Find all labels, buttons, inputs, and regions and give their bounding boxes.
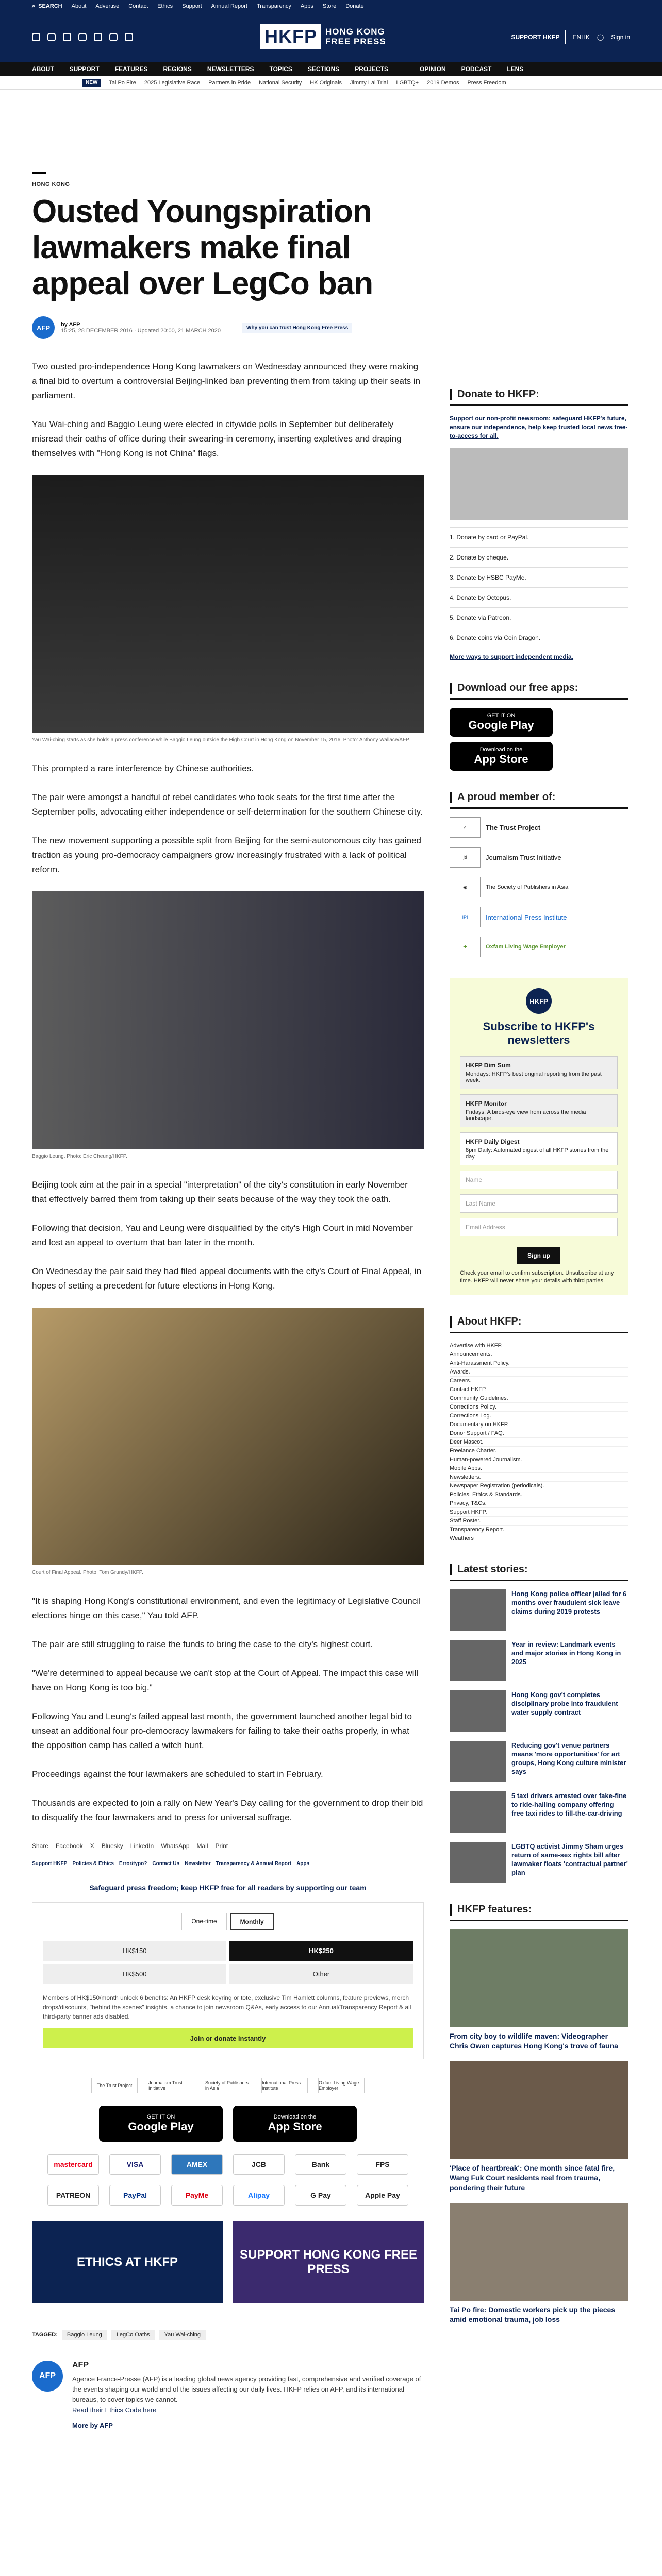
tab-one-time[interactable]: One-time <box>181 1913 226 1930</box>
author-box-name[interactable]: AFP <box>72 2361 89 2369</box>
promo-banners <box>32 2221 424 2303</box>
member-org[interactable]: ✓ The Trust Project <box>450 817 628 838</box>
paragraph: Following that decision, Yau and Leung were disqualified by the city's High Court in mid November and lost an appeal to overturn that ban later in the month. <box>32 1223 413 1247</box>
social-links <box>32 33 133 41</box>
feature-image <box>450 1929 628 2027</box>
oxfam-badge[interactable]: Oxfam Living Wage Employer <box>318 2078 365 2093</box>
latest-story[interactable]: Year in review: Landmark events and major stories in Hong Kong in 2025 <box>450 1640 628 1681</box>
tagged-label: TAGGED: <box>32 2332 58 2338</box>
paypal-icon: PayPal <box>109 2185 161 2206</box>
tag[interactable]: LegCo Oaths <box>111 2330 155 2340</box>
patreon-icon: PATREON <box>47 2185 99 2206</box>
trending-link[interactable]: Partners in Pride <box>208 79 251 86</box>
paragraph: Beijing took aim at the pair in a special "interpretation" of the city's constitution in early November that effectively barred them from taking up their seats because of the way they took the oath. <box>32 1180 408 1204</box>
about-link[interactable]: Weathers <box>450 1534 628 1543</box>
paragraph: The new movement supporting a possible split from Beijing for the semi-autonomous city has gained traction as young pro-democracy campaigners grow increasingly frustrated with a lack of political reform. <box>32 836 421 874</box>
tags-row <box>32 2319 424 2340</box>
nav-lens[interactable]: LENS <box>507 65 524 73</box>
about-links <box>450 1342 628 1543</box>
support-banner[interactable]: SUPPORT HONG KONG FREE PRESS <box>233 2221 424 2303</box>
trending-link[interactable]: Tai Po Fire <box>109 79 136 86</box>
apps-sidebar-title: Download our free apps: <box>450 682 628 700</box>
google-play-button[interactable]: GET IT ON Google Play <box>99 2106 223 2142</box>
photo-caption: Baggio Leung. Photo: Eric Cheung/HKFP. <box>32 1154 127 1159</box>
topbar-link-annual-report[interactable]: Annual Report <box>211 3 247 9</box>
sidebar-app-store-button[interactable]: Download on the App Store <box>450 742 553 771</box>
tag[interactable]: Yau Wai-ching <box>159 2330 206 2340</box>
topbar-link-support[interactable]: Support <box>182 3 202 9</box>
share-label[interactable]: Share <box>32 1842 49 1850</box>
byline <box>32 316 424 339</box>
site-header <box>0 12 662 62</box>
nav-support[interactable]: SUPPORT <box>69 65 100 73</box>
payment-methods <box>32 2154 424 2206</box>
about-link[interactable]: Freelance Charter. <box>450 1447 628 1455</box>
sopa-badge[interactable]: Society of Publishers in Asia <box>205 2078 251 2093</box>
photo-caption: Yau Wai-ching starts as she holds a press conference while Baggio Leung outside the High Court in Hong Kong on November 15, 2016. Photo: Anthony Wallace/AFP. <box>32 737 410 743</box>
member-org[interactable]: ◉ The Society of Publishers in Asia <box>450 877 628 897</box>
donate-option[interactable]: 1. Donate by card or PayPal. <box>450 527 628 547</box>
donate-widget <box>32 1902 424 2059</box>
facebook-icon[interactable] <box>32 33 40 41</box>
app-store-button[interactable]: Download on the App Store <box>233 2106 357 2142</box>
newsletter-option-daily-digest[interactable]: HKFP Daily Digest 8pm Daily: Automated digest of all HKFP stories from the day. <box>460 1132 618 1165</box>
story-thumbnail <box>450 1640 506 1681</box>
instagram-icon[interactable] <box>63 33 71 41</box>
newsletter-note: Check your email to confirm subscription. Unsubscribe at any time. HKFP will never share your details with third parties. <box>460 1270 614 1284</box>
paragraph: Proceedings against the four lawmakers are scheduled to start in February. <box>32 1769 323 1779</box>
linkedin-icon[interactable] <box>94 33 102 41</box>
sign-in-link[interactable]: Sign in <box>611 33 630 41</box>
about-link[interactable]: Support HKFP. <box>450 1508 628 1517</box>
sidebar-app-buttons <box>450 708 628 771</box>
donate-option[interactable]: 4. Donate by Octopus. <box>450 587 628 607</box>
share-x[interactable]: X <box>90 1842 94 1850</box>
share-bar <box>32 1842 424 1850</box>
more-ways-link[interactable]: More ways to support independent media. <box>450 653 574 660</box>
paragraph: The pair were amongst a handful of rebel candidates who took seats for the first time after the September polls, advocating either independence or self-determination for the southern Chinese city. <box>32 792 423 817</box>
trust-link[interactable]: Why you can trust Hong Kong Free Press <box>242 323 352 333</box>
join-donate-button[interactable]: Join or donate instantly <box>43 2028 413 2048</box>
latest-story[interactable]: LGBTQ activist Jimmy Sham urges return of same-sex rights bill after lawmaker floats 'contractual partner' plan <box>450 1842 628 1883</box>
paragraph: Yau Wai-ching and Baggio Leung were elected in citywide polls in September but deliberately misread their oaths of office during their swearing-in ceremony, inserting expletives and draping themselves with "Hong Kong is not China" flags. <box>32 419 402 458</box>
topbar-link-advertise[interactable]: Advertise <box>95 3 120 9</box>
tab-monthly[interactable]: Monthly <box>230 1913 274 1930</box>
member-org[interactable]: jti Journalism Trust Initiative <box>450 847 628 868</box>
paragraph: Two ousted pro-independence Hong Kong lawmakers on Wednesday announced they were making a final bid to overturn a controversial Beijing-linked ban preventing them from taking up their seats in parliament. <box>32 362 421 400</box>
language-toggle[interactable]: ENHK <box>572 33 590 41</box>
article-category[interactable]: HONG KONG <box>32 181 70 188</box>
visa-icon: VISA <box>109 2154 161 2175</box>
feature-stories <box>450 1929 628 2325</box>
about-sidebar-title: About HKFP: <box>450 1316 628 1333</box>
nav-features[interactable]: FEATURES <box>114 65 148 73</box>
main-nav <box>0 62 662 76</box>
donate-option[interactable]: 5. Donate via Patreon. <box>450 607 628 628</box>
topbar-link-transparency[interactable]: Transparency <box>256 3 291 9</box>
amount-option[interactable]: HK$500 <box>43 1964 226 1984</box>
donate-intro-link[interactable]: Support our non-profit newsroom: safeguard HKFP's future, ensure our independence, help keep trusted local news free-to-access for all. <box>450 415 628 439</box>
paragraph: Thousands are expected to join a rally on New Year's Day calling for the government to drop their bid to disqualify the four lawmakers and to press for universal suffrage. <box>32 1798 423 1822</box>
about-link[interactable]: Privacy, T&Cs. <box>450 1499 628 1508</box>
author-bio: Agence France-Presse (AFP) is a leading global news agency providing fast, comprehensive and verified coverage of the events shaping our world and of the issues affecting our daily lives. HKFP relies on AFP, and its international bureaus, to cover topics we cannot. <box>72 2375 421 2403</box>
latest-story[interactable]: Hong Kong gov't completes disciplinary probe into fraudulent water supply contract <box>450 1690 628 1732</box>
x-icon[interactable] <box>47 33 56 41</box>
ipi-badge[interactable]: International Press Institute <box>261 2078 308 2093</box>
author-avatar[interactable]: AFP <box>32 316 55 339</box>
trending-link[interactable]: Press Freedom <box>467 79 506 86</box>
nav-podcast[interactable]: PODCAST <box>461 65 492 73</box>
bank-icon: Bank <box>295 2154 346 2175</box>
share-facebook[interactable]: Facebook <box>56 1842 83 1850</box>
payme-icon: PayMe <box>171 2185 223 2206</box>
threads-icon[interactable] <box>125 33 133 41</box>
about-link[interactable]: Awards. <box>450 1368 628 1377</box>
amount-option-selected[interactable]: HK$250 <box>229 1941 413 1961</box>
footer-link[interactable]: Apps <box>296 1861 310 1867</box>
feature-image <box>450 2061 628 2159</box>
member-badges-row <box>32 2078 424 2093</box>
features-sidebar-title: HKFP features: <box>450 1904 628 1921</box>
story-thumbnail <box>450 1741 506 1782</box>
newsletter-option-dim-sum[interactable]: HKFP Dim Sum Mondays: HKFP's best original reporting from the past week. <box>460 1056 618 1089</box>
mastercard-icon: mastercard <box>47 2154 99 2175</box>
tag[interactable]: Baggio Leung <box>62 2330 107 2340</box>
about-link[interactable]: Newspaper Registration (periodicals). <box>450 1482 628 1490</box>
topbar-link-contact[interactable]: Contact <box>128 3 148 9</box>
trending-link[interactable]: LGBTQ+ <box>396 79 419 86</box>
about-link[interactable]: Transparency Report. <box>450 1526 628 1534</box>
latest-story[interactable]: Hong Kong police officer jailed for 6 months over fraudulent sick leave claims during 2019 protests <box>450 1589 628 1631</box>
latest-story[interactable]: Reducing gov't venue partners means 'more opportunities' for art groups, Hong Kong culture minister says <box>450 1741 628 1782</box>
amex-icon: AMEX <box>171 2154 223 2175</box>
newsletter-title: Subscribe to HKFP's newsletters <box>483 1020 595 1046</box>
donate-amounts <box>43 1941 413 1984</box>
byline-text <box>61 321 221 334</box>
photo-court-of-final-appeal <box>32 1308 424 1565</box>
about-link[interactable]: Corrections Log. <box>450 1412 628 1420</box>
publish-dates: 15:25, 28 DECEMBER 2016 · Updated 20:00, 21 MARCH 2020 <box>61 328 221 334</box>
about-link[interactable]: Human-powered Journalism. <box>450 1455 628 1464</box>
footer-link[interactable]: Error/typo? <box>119 1861 147 1867</box>
sign-up-button[interactable]: Sign up <box>517 1247 560 1264</box>
share-linkedin[interactable]: LinkedIn <box>130 1842 154 1850</box>
newsletter-option-monitor[interactable]: HKFP Monitor Fridays: A birds-eye view from across the media landscape. <box>460 1094 618 1127</box>
fps-icon: FPS <box>357 2154 408 2175</box>
photo-caption: Court of Final Appeal. Photo: Tom Grundy/HKFP. <box>32 1570 143 1575</box>
sopa-logo: ◉ <box>450 877 481 897</box>
jti-logo: jti <box>450 847 481 868</box>
topbar-link-ethics[interactable]: Ethics <box>157 3 173 9</box>
article-title: Ousted Youngspiration lawmakers make final appeal over LegCo ban <box>32 194 373 301</box>
alipay-icon: Alipay <box>233 2185 285 2206</box>
amount-option-other[interactable]: Other <box>229 1964 413 1984</box>
apple-pay-icon: Apple Pay <box>357 2185 408 2206</box>
photo-baggio-leung <box>32 891 424 1149</box>
about-link[interactable]: Corrections Policy. <box>450 1403 628 1412</box>
header-actions <box>506 30 631 44</box>
logo-text: HONG KONG FREE PRESS <box>325 27 386 46</box>
story-thumbnail <box>450 1690 506 1732</box>
latest-story[interactable]: 5 taxi drivers arrested over fake-fine to ride-hailing company offering free taxi rides to fill-the-car-driving <box>450 1791 628 1833</box>
about-link[interactable]: Donor Support / FAQ. <box>450 1429 628 1438</box>
author-ethics-link[interactable]: Read their Ethics Code here <box>72 2406 157 2414</box>
about-link[interactable]: Advertise with HKFP. <box>450 1342 628 1350</box>
topbar-link-donate[interactable]: Donate <box>345 3 364 9</box>
paragraph: "We're determined to appeal because we can't stop at the Court of Appeal. The impact this case will have on Hong Kong is too big." <box>32 1668 418 1692</box>
top-utility-bar <box>0 0 662 12</box>
donate-option[interactable]: 6. Donate coins via Coin Dragon. <box>450 628 628 648</box>
about-link[interactable]: Documentary on HKFP. <box>450 1420 628 1429</box>
ethics-banner[interactable]: ETHICS AT HKFP <box>32 2221 223 2303</box>
support-hkfp-button[interactable]: SUPPORT HKFP <box>506 30 566 44</box>
nav-sections[interactable]: SECTIONS <box>307 65 340 73</box>
story-thumbnail <box>450 1589 506 1631</box>
members-sidebar-title: A proud member of: <box>450 791 628 809</box>
story-thumbnail <box>450 1842 506 1883</box>
donate-options <box>450 527 628 662</box>
site-logo[interactable] <box>260 24 386 49</box>
member-orgs <box>450 817 628 957</box>
first-name-input[interactable]: Name <box>460 1171 618 1189</box>
trust-project-logo: ✓ <box>450 817 481 838</box>
nav-topics[interactable]: TOPICS <box>269 65 292 73</box>
topbar-link-about[interactable]: About <box>71 3 87 9</box>
member-org[interactable]: ✚ Oxfam Living Wage Employer <box>450 937 628 957</box>
author-logo[interactable]: AFP <box>32 2361 63 2392</box>
donate-sidebar-title: Donate to HKFP: <box>450 388 628 406</box>
author-name[interactable]: by AFP <box>61 321 80 328</box>
sidebar-google-play-button[interactable]: GET IT ON Google Play <box>450 708 553 737</box>
nav-opinion[interactable]: OPINION <box>419 65 446 73</box>
category-rule <box>32 172 46 174</box>
about-link[interactable]: Mobile Apps. <box>450 1464 628 1473</box>
author-box <box>32 2361 424 2431</box>
topbar-link-store[interactable]: Store <box>322 3 337 9</box>
about-link[interactable]: Newsletters. <box>450 1473 628 1482</box>
about-link[interactable]: Anti-Harassment Policy. <box>450 1359 628 1368</box>
paragraph: Following Yau and Leung's failed appeal last month, the government launched another legal bid to unseat an additional four pro-democracy lawmakers for failing to take their oaths properly, in what the opposition camp has called a witch hunt. <box>32 1711 412 1750</box>
trending-link[interactable]: National Security <box>259 79 302 86</box>
paragraph: "It is shaping Hong Kong's constitutional environment, and even the legitimacy of Legislative Council elections hinge on this case," Yau told AFP. <box>32 1596 421 1620</box>
jcb-icon: JCB <box>233 2154 285 2175</box>
more-by-author-link[interactable]: More by AFP <box>72 2421 113 2429</box>
nav-newsletters[interactable]: NEWSLETTERS <box>207 65 254 73</box>
about-link[interactable]: Policies, Ethics & Standards. <box>450 1490 628 1499</box>
membership-benefits-note: Members of HK$150/month unlock 6 benefits: An HKFP desk keyring or tote, exclusive Tim Hamlett columns, feature previews, merch drops/discounts, "behind the scenes" insights, a chance to join newsroom Q&As, early access to our Annual/Transparency Report & all third-party banner ads disabled. <box>43 1994 411 2020</box>
share-mail[interactable]: Mail <box>196 1842 208 1850</box>
latest-sidebar-title: Latest stories: <box>450 1564 628 1581</box>
paragraph: The pair are still struggling to raise the funds to bring the case to the city's highest court. <box>32 1639 373 1649</box>
hkfp-badge: HKFP <box>526 988 552 1014</box>
nav-regions[interactable]: REGIONS <box>163 65 192 73</box>
author-info <box>72 2361 424 2431</box>
nav-about[interactable]: ABOUT <box>32 65 54 73</box>
new-badge: NEW <box>82 79 101 87</box>
trending-bar <box>0 76 662 90</box>
ipi-logo: IPI <box>450 907 481 927</box>
share-bluesky[interactable]: Bluesky <box>101 1842 123 1850</box>
about-link[interactable]: Careers. <box>450 1377 628 1385</box>
app-store-row <box>32 2106 424 2142</box>
share-whatsapp[interactable]: WhatsApp <box>161 1842 190 1850</box>
article <box>32 90 424 2431</box>
trending-link[interactable]: 2019 Demos <box>427 79 459 86</box>
nav-projects[interactable]: PROJECTS <box>355 65 388 73</box>
donate-sidebar-image <box>450 448 628 520</box>
email-input[interactable]: Email Address <box>460 1218 618 1236</box>
paragraph: On Wednesday the pair said they had filed appeal documents with the city's Court of Final Appeal, in hopes of setting a precedent for future elections in Hong Kong. <box>32 1266 422 1291</box>
sidebar <box>450 90 628 2431</box>
footer-link[interactable]: Support HKFP <box>32 1861 68 1867</box>
trending-link[interactable]: 2025 Legislative Race <box>144 79 201 86</box>
footer-link[interactable]: Newsletter <box>185 1861 211 1867</box>
youtube-icon[interactable] <box>78 33 87 41</box>
trending-link[interactable]: Jimmy Lai Trial <box>350 79 388 86</box>
article-footer-links <box>32 1861 424 1874</box>
search-button[interactable]: ⌕ SEARCH <box>32 3 62 9</box>
logo-mark: HKFP <box>260 24 321 49</box>
page-body <box>0 90 662 2431</box>
safeguard-heading: Safeguard press freedom; keep HKFP free for all readers by supporting our team <box>89 1884 367 1892</box>
about-link[interactable]: Community Guidelines. <box>450 1394 628 1403</box>
paragraph: This prompted a rare interference by Chinese authorities. <box>32 764 254 773</box>
oxfam-logo: ✚ <box>450 937 481 957</box>
donate-option[interactable]: 2. Donate by cheque. <box>450 547 628 567</box>
feature-story[interactable]: From city boy to wildlife maven: Videographer Chris Owen captures Hong Kong's trove of fauna <box>450 1929 628 2051</box>
footer-link[interactable]: Transparency & Annual Report <box>216 1861 292 1867</box>
google-pay-icon: G Pay <box>295 2185 346 2206</box>
bluesky-icon[interactable] <box>109 33 118 41</box>
feature-image <box>450 2203 628 2301</box>
search-icon: ⌕ <box>32 3 36 9</box>
last-name-input[interactable]: Last Name <box>460 1194 618 1213</box>
donate-frequency-tabs <box>43 1913 413 1930</box>
footer-link[interactable]: Policies & Ethics <box>72 1861 114 1867</box>
member-org[interactable]: IPI International Press Institute <box>450 907 628 927</box>
jti-badge[interactable]: Journalism Trust Initiative <box>148 2078 194 2093</box>
amount-option[interactable]: HK$150 <box>43 1941 226 1961</box>
trust-project-badge[interactable]: The Trust Project <box>91 2078 138 2093</box>
story-thumbnail <box>450 1791 506 1833</box>
share-print[interactable]: Print <box>215 1842 228 1850</box>
newsletter-signup <box>450 978 628 1295</box>
photo-yau-wai-ching <box>32 475 424 733</box>
about-link[interactable]: Contact HKFP. <box>450 1385 628 1394</box>
footer-link[interactable]: Contact Us <box>152 1861 180 1867</box>
about-link[interactable]: Staff Roster. <box>450 1517 628 1526</box>
topbar-link-apps[interactable]: Apps <box>300 3 313 9</box>
feature-story[interactable]: Tai Po fire: Domestic workers pick up the pieces amid emotional trauma, job loss <box>450 2203 628 2325</box>
donate-option[interactable]: 3. Donate by HSBC PayMe. <box>450 567 628 587</box>
about-link[interactable]: Deer Mascot. <box>450 1438 628 1447</box>
feature-story[interactable]: 'Place of heartbreak': One month since fatal fire, Wang Fuk Court residents reel from trauma, pondering their future <box>450 2061 628 2193</box>
trending-link[interactable]: HK Originals <box>310 79 342 86</box>
about-link[interactable]: Announcements. <box>450 1350 628 1359</box>
latest-stories <box>450 1589 628 1883</box>
user-icon[interactable]: ◯ <box>597 33 604 41</box>
